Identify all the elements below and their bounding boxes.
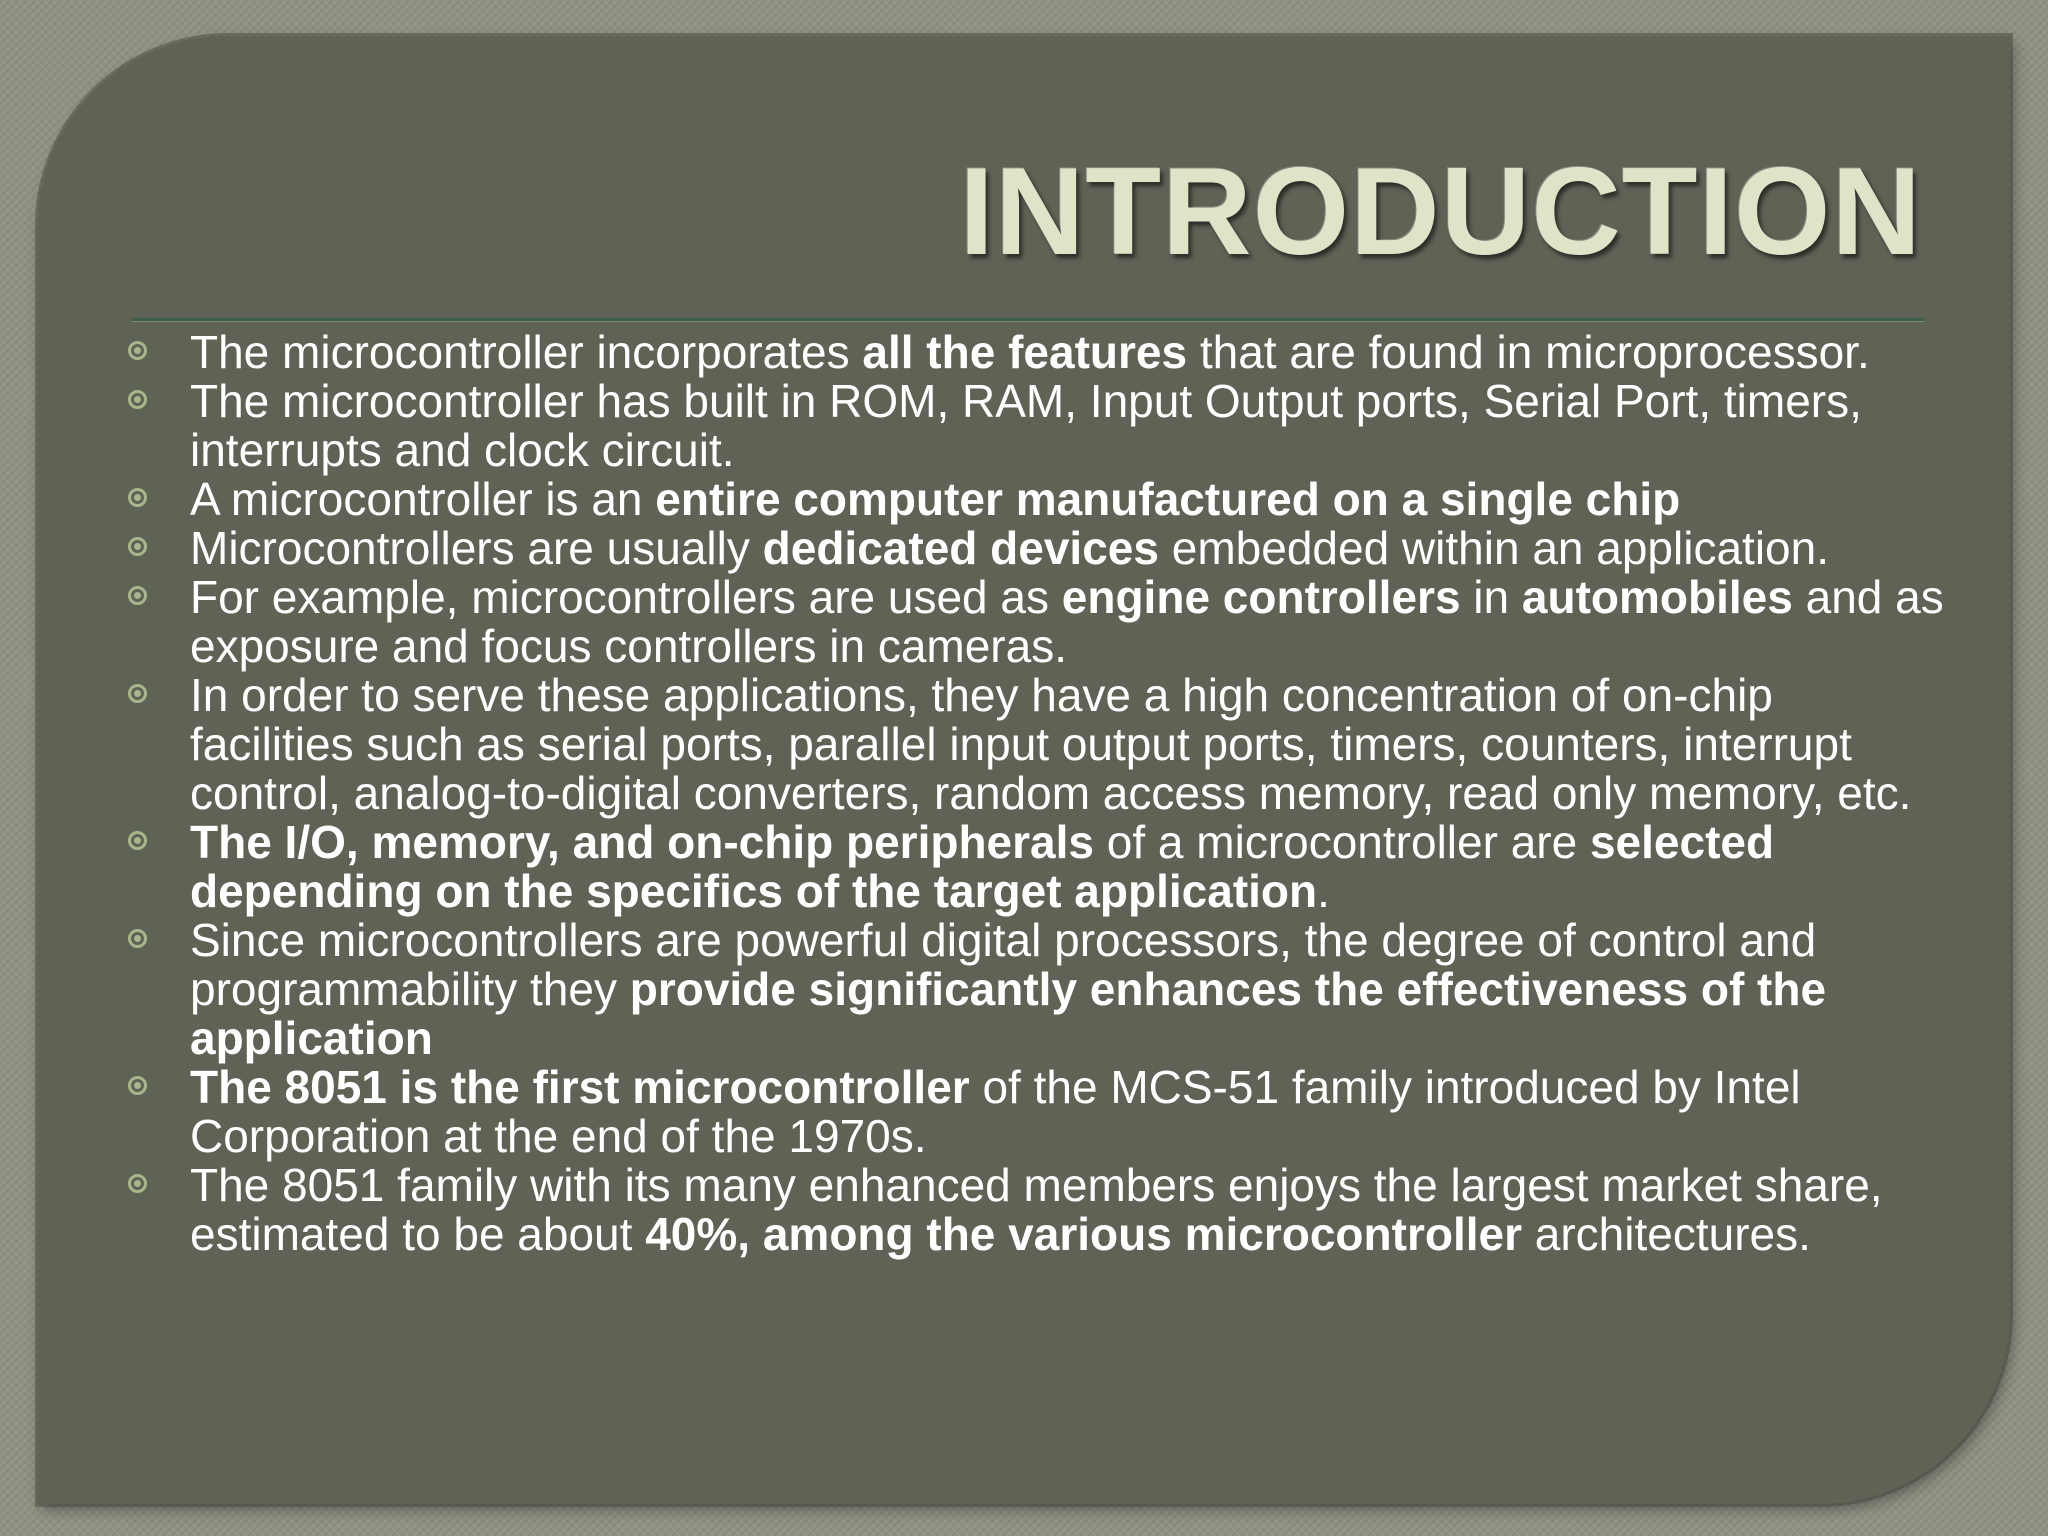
- bullet-item: [124, 573, 1944, 671]
- text-segment: A microcontroller is an: [190, 473, 656, 525]
- bold-text-segment: provide significantly enhances the effectiveness of the application: [190, 963, 1827, 1064]
- bullet-text: [190, 522, 1829, 574]
- bold-text-segment: The 8051 is the first microcontroller: [190, 1061, 970, 1113]
- bullet-text: [190, 914, 1826, 1064]
- bullet-text: [190, 375, 1862, 476]
- bold-text-segment: 40%, among the various microcontroller: [645, 1208, 1522, 1260]
- text-segment: architectures.: [1522, 1208, 1811, 1260]
- bold-text-segment: The I/O, memory, and on-chip peripherals: [190, 816, 1094, 868]
- bullet-text: [190, 571, 1944, 672]
- text-segment: embedded within an application.: [1158, 522, 1829, 574]
- bullet-text: [190, 473, 1680, 525]
- bullet-item: [124, 475, 1944, 524]
- bold-text-segment: engine controllers: [1061, 571, 1461, 623]
- title-divider: [132, 318, 1924, 322]
- circled-dot-bullet-icon: [128, 390, 147, 409]
- slide-title: INTRODUCTION: [959, 143, 1922, 281]
- bullet-list: [124, 328, 1944, 1259]
- circled-dot-bullet-icon: [128, 831, 147, 850]
- text-segment: of a microcontroller are: [1094, 816, 1590, 868]
- bold-text-segment: selected depending on the specifics of the target application: [190, 816, 1775, 917]
- circled-dot-bullet-icon: [128, 488, 147, 507]
- text-segment: of the MCS-51 family introduced by Intel Corporation at the end of the 1970s.: [190, 1061, 1801, 1162]
- text-segment: In order to serve these applications, they have a high concentration of on-chip facilities such as serial ports, parallel input output ports, timers, counters, interrupt control, analog-to-digital converters, random access memory, read only memory, etc.: [190, 669, 1912, 819]
- text-segment: For example, microcontrollers are used as: [190, 571, 1062, 623]
- circled-dot-bullet-icon: [128, 1174, 147, 1193]
- bullet-text: [190, 326, 1870, 378]
- bullet-item: [124, 328, 1944, 377]
- text-segment: in: [1460, 571, 1522, 623]
- bold-text-segment: entire computer manufactured on a single chip: [655, 473, 1681, 525]
- text-segment: Since microcontrollers are powerful digital processors, the degree of control and programmability they: [190, 914, 1817, 1015]
- circled-dot-bullet-icon: [128, 1076, 147, 1095]
- circled-dot-bullet-icon: [128, 341, 147, 360]
- circled-dot-bullet-icon: [128, 586, 147, 605]
- circled-dot-bullet-icon: [128, 929, 147, 948]
- text-segment: and as exposure and focus controllers in cameras.: [190, 571, 1944, 672]
- bullet-item: [124, 818, 1944, 916]
- circled-dot-bullet-icon: [128, 537, 147, 556]
- text-segment: Microcontrollers are usually: [190, 522, 763, 574]
- bold-text-segment: dedicated devices: [762, 522, 1159, 574]
- text-segment: The microcontroller has built in ROM, RAM, Input Output ports, Serial Port, timers, interrupts and clock circuit.: [190, 375, 1862, 476]
- bullet-item: [124, 916, 1944, 1063]
- bold-text-segment: automobiles: [1521, 571, 1793, 623]
- bullet-text: [190, 669, 1911, 819]
- bold-text-segment: all the features: [862, 326, 1188, 378]
- text-segment: that are found in microprocessor.: [1187, 326, 1870, 378]
- circled-dot-bullet-icon: [128, 684, 147, 703]
- text-segment: The microcontroller incorporates: [190, 326, 863, 378]
- bullet-item: [124, 377, 1944, 475]
- text-segment: The 8051 family with its many enhanced members enjoys the largest market share, estimated to be about: [190, 1159, 1883, 1260]
- bullet-text: [190, 1159, 1883, 1260]
- bullet-item: [124, 671, 1944, 818]
- text-segment: .: [1317, 865, 1330, 917]
- bullet-item: [124, 1161, 1944, 1259]
- bullet-text: [190, 816, 1774, 917]
- bullet-text: [190, 1061, 1801, 1162]
- bullet-item: [124, 1063, 1944, 1161]
- bullet-item: [124, 524, 1944, 573]
